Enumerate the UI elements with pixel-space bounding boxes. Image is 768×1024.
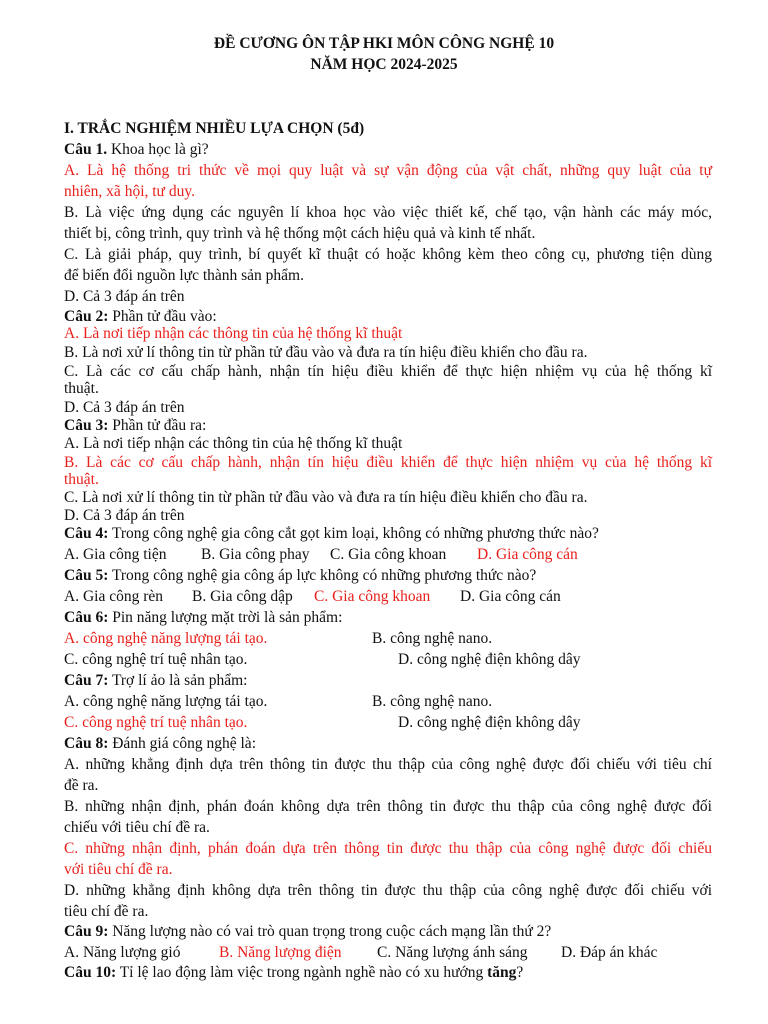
q6-option-b: B. công nghệ nano. (372, 630, 493, 647)
q6-option-a: A. công nghệ năng lượng tái tạo. (64, 630, 268, 647)
q7-option-a: A. công nghệ năng lượng tái tạo. (64, 693, 268, 710)
question-label: Câu 8: (64, 735, 109, 752)
question-9 (64, 921, 712, 942)
q8-option-d-line1: D. những khẳng định không dựa trên thông tin được thu thập của công nghệ được đối chiếu với (64, 882, 712, 899)
q8-option-a-line1: A. những khẳng định dựa trên thông tin được thu thập của công nghệ được đối chiếu với tiêu chí (64, 756, 712, 773)
q7-option-c: C. công nghệ trí tuệ nhân tạo. (64, 714, 248, 731)
question-text: Trợ lí ảo là sản phẩm: (108, 672, 248, 689)
q9-option-a: A. Năng lượng gió (64, 944, 181, 961)
q8-option-b-line1: B. những nhận định, phán đoán không dựa trên thông tin được thu thập của công nghệ được đối (64, 798, 712, 815)
q6-option-c: C. công nghệ trí tuệ nhân tạo. (64, 651, 248, 668)
q3-option-b-line1: B. Là các cơ cấu chấp hành, nhận tín hiệu điều khiển để thực hiện nhiệm vụ của hệ thống kĩ (64, 454, 712, 471)
question-label: Câu 3: (64, 417, 109, 434)
question-5 (64, 565, 712, 586)
question-text: Đánh giá công nghệ là: (108, 735, 256, 752)
q3-option-a: A. Là nơi tiếp nhận các thông tin của hệ thống kĩ thuật (64, 435, 403, 452)
question-text: Tỉ lệ lao động làm việc trong ngành nghề nào có xu hướng (116, 964, 488, 981)
question-text: Phần tử đầu ra: (108, 417, 207, 434)
question-7 (64, 670, 712, 691)
q4-option-c: C. Gia công khoan (330, 546, 447, 563)
q9-option-d: D. Đáp án khác (561, 944, 658, 961)
q8-option-c-line1: C. những nhận định, phán đoán dựa trên thông tin được thu thập của công nghệ được đối chiếu (64, 840, 712, 857)
q8-option-d-line2: tiêu chí đề ra. (64, 903, 149, 920)
question-text: Trong công nghệ gia công áp lực không có những phương thức nào? (108, 567, 537, 584)
question-label: Câu 7: (64, 672, 109, 689)
q9-option-c: C. Năng lượng ánh sáng (377, 944, 528, 961)
question-label: Câu 4: (64, 525, 109, 542)
question-1 (64, 139, 712, 160)
q4-option-a: A. Gia công tiện (64, 546, 167, 563)
q5-option-c: C. Gia công khoan (314, 588, 431, 605)
question-label: Câu 2: (64, 308, 109, 325)
question-label: Câu 1. (64, 141, 108, 158)
q3-option-d: D. Cả 3 đáp án trên (64, 507, 185, 524)
q3-option-b-line2: thuật. (64, 471, 99, 488)
q1-option-c-line2: để biến đổi nguồn lực thành sản phẩm. (64, 267, 304, 284)
q1-option-b-line2: thiết bị, công trình, quy trình và hệ thống một cách hiệu quả và kinh tế nhất. (64, 225, 536, 242)
q5-option-a: A. Gia công rèn (64, 588, 163, 605)
question-label: Câu 5: (64, 567, 109, 584)
q8-option-a-line2: đề ra. (64, 777, 99, 794)
q8-option-c-line2: với tiêu chí đề ra. (64, 861, 173, 878)
q9-option-b: B. Năng lượng điện (219, 944, 342, 961)
q1-option-b-line1: B. Là việc ứng dụng các nguyên lí khoa học vào việc thiết kế, chế tạo, vận hành các máy móc, (64, 204, 712, 221)
question-text: Pin năng lượng mặt trời là sản phẩm: (108, 609, 343, 626)
q7-option-b: B. công nghệ nano. (372, 693, 493, 710)
question-label: Câu 10: (64, 964, 117, 981)
question-6 (64, 607, 712, 628)
q1-option-c-line1: C. Là giải pháp, quy trình, bí quyết kĩ thuật có hoặc không kèm theo công cụ, phương tiện dùng (64, 246, 712, 263)
question-label: Câu 9: (64, 923, 109, 940)
document-title-line2: NĂM HỌC 2024-2025 (310, 56, 458, 73)
q6-option-d: D. công nghệ điện không dây (398, 651, 581, 668)
q4-option-b: B. Gia công phay (201, 546, 310, 563)
q7-option-d: D. công nghệ điện không dây (398, 714, 581, 731)
question-text: Phần tử đầu vào: (108, 308, 217, 325)
q2-option-b: B. Là nơi xử lí thông tin từ phần tử đầu vào và đưa ra tín hiệu điều khiển cho đầu ra. (64, 344, 588, 361)
q1-option-a-line1: A. Là hệ thống tri thức về mọi quy luật và sự vận động của vật chất, những quy luật của tự (64, 162, 712, 179)
question-8 (64, 733, 712, 754)
question-text: Khoa học là gì? (107, 141, 209, 158)
q5-option-b: B. Gia công dập (192, 588, 293, 605)
q1-option-a-line2: nhiên, xã hội, tư duy. (64, 183, 195, 200)
question-text-end: ? (516, 964, 524, 981)
q8-option-b-line2: chiếu với tiêu chí đề ra. (64, 819, 210, 836)
q2-option-a: A. Là nơi tiếp nhận các thông tin của hệ thống kĩ thuật (64, 325, 403, 342)
question-emphasis: tăng (487, 964, 517, 981)
question-10 (64, 962, 712, 983)
q2-option-d: D. Cả 3 đáp án trên (64, 399, 185, 416)
q3-option-c: C. Là nơi xử lí thông tin từ phần tử đầu vào và đưa ra tín hiệu điều khiển cho đầu ra. (64, 489, 588, 506)
question-4 (64, 523, 712, 544)
q4-option-d: D. Gia công cán (477, 546, 578, 563)
question-text: Trong công nghệ gia công cắt gọt kim loại, không có những phương thức nào? (108, 525, 599, 542)
q2-option-c-line2: thuật. (64, 380, 99, 397)
section-heading: I. TRẮC NGHIỆM NHIỀU LỰA CHỌN (5đ) (64, 120, 365, 137)
q5-option-d: D. Gia công cán (460, 588, 561, 605)
document-title-line1: ĐỀ CƯƠNG ÔN TẬP HKI MÔN CÔNG NGHỆ 10 (213, 35, 555, 52)
question-label: Câu 6: (64, 609, 109, 626)
q2-option-c-line1: C. Là các cơ cấu chấp hành, nhận tín hiệu điều khiển để thực hiện nhiệm vụ của hệ thống kĩ (64, 363, 712, 380)
q1-option-d: D. Cả 3 đáp án trên (64, 288, 185, 305)
question-text: Năng lượng nào có vai trò quan trọng trong cuộc cách mạng lần thứ 2? (108, 923, 552, 940)
